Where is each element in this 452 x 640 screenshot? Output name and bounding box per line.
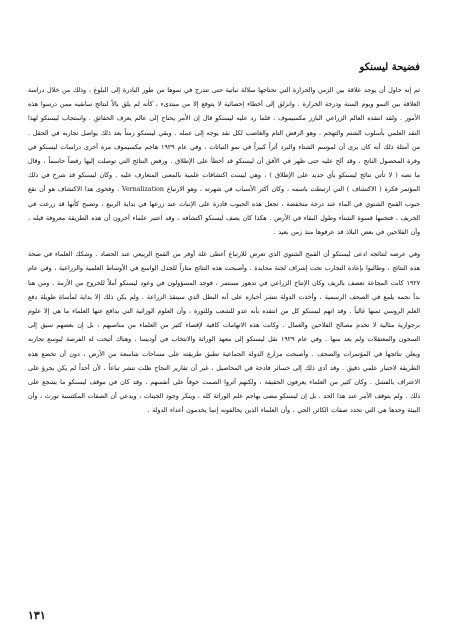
page-number: ١٣١ [28, 609, 46, 622]
page-content [28, 62, 420, 622]
paragraph: ثم إنه حاول أن يوجد علاقة بين الزمن والحرارة التي تحتاجها سلالة نباتية حتى تتدرج في نموها من طور البادرة إلى البلوغ ، وذلك من خلال دراسة العلاقة بين النمو ويوم السنة ودرجة الحرارة . وانزلق إلى أخطاء إحصائية لا يتوقع إلا من مبتدىء ، كأنه لم يلق بالاً لنتائج سابقيه ممن درسوا هذه الأمور . ولقد انتقده العالم الزراعي البارز مكسيموف ، فلما رد عليه ليسنكو قال إن الأمر يحتاج إلى عالم يعرف الحقائق . واستجاب ليسنكو لهذا النقد العلمي بأسلوب الشتم والتهجم ، وهو الرفض التام والغاضب لكل نقد يوجه إلى عمله . وبقي ليسنكو زمناً بعد ذلك يواصل تجاربه في الحقل . من أمثلة ذلك أنه كان يرى أن لموسم الشتاء والبرد أثراً كبيراً في نمو النباتات ، وفي عام ١٩٢٩ هاجم مكسيموف مرة أخرى دراسات ليسنكو في وفرة المحصول الناتج ، وقد ألح عليه حتى ظهر في الأفق أن ليسنكو قد أخطأ على الإطلاق . ورفض النتائج التي توصلت إليها رفضاً حاسماً ، وقال ما نصه ( لا تأتي نتائج ليسنكو بأي جديد على الإطلاق ) ، وهي ليست اكتشافات علمية بالمعنى المتعارف عليه . وكان ليسنكو قد شرح في ذلك المؤتمر فكرة ( الاكتشاف ) التي ارتبطت باسمه ، وكان أكثر الأسباب في شهرته ، وهو الارتباع Vernalization . وفحوى هذا الاكتشاف هو أن نقع حبوب القمح الشتوي في الماء عند درجة منخفضة ، تجعل هذه الحبوب قادرة على الإنبات عند زرعها في بداية الربيع ، وتصبح كأنها قد زرعت في الخريف ، فتجنبها قسوة الشتاء وطول البقاء في الأرض . هكذا كان يصف ليسنكو اكتشافه ، وقد اعتبر علماء آخرون أن هذه الطريقة معروفة قبله ، وأن الفلاحين في بعض البلاد قد عرفوها منذ زمن بعيد . [28, 87, 420, 237]
page-heading: فضيحة ليسنكو [359, 62, 420, 73]
paragraph: وفي عرضه لنتائجه ادعى ليسنكو أن القمح الشتوي الذي تعرض للارتباع أعطى غلة أوفر من القمح الربيعي عند الحصاد . وشكك العلماء في صحة هذه النتائج ، وطالبوا بإعادة التجارب تحت إشراف لجنة محايدة . وأصبحت هذه النتائج مثاراً للجدل الواسع في الأوساط العلمية والزراعية ، وفي عام ١٩٢٧ كانت المجاعة تعصف بالريف وكان الإنتاج الزراعي في تدهور مستمر ، فوجد المسؤولون في وعود ليسنكو أملاً للخروج من الأزمة . ومن هنا بدأ نجمه يلمع في الصحف الرسمية ، وأخذت الدولة تنشر أخباره على أنه البطل الذي سينقذ الزراعة . ولم يكن ذلك إلا بداية لمأساة طويلة دفع العلم الروسي ثمنها غالياً . وقد اتهم ليسنكو كل من انتقده بأنه عدو للشعب وللثورة ، وأن العلوم الوراثية التي يدافع عنها العلماء ما هي إلا علوم برجوازية مثالية لا تخدم مصالح الفلاحين والعمال . وكانت هذه الاتهامات كافية لإقصاء كثير من العلماء من مناصبهم ، بل إن بعضهم سيق إلى السجون والمعتقلات ولم يعد منها . وفي عام ١٩٢٩ نقل ليسنكو إلى معهد الوراثة والانتخاب في أوديسا ، وهناك أتيحت له الفرصة ليوسع تجاربه ويعلن نتائجها في المؤتمرات والصحف . وأصبحت مزارع الدولة الجماعية تطبق طريقته على مساحات شاسعة من الأرض ، دون أن تخضع هذه الطريقة لاختبار علمي دقيق . وقد أدى ذلك إلى خسائر فادحة في المحاصيل ، غير أن تقارير النجاح ظلت تنشر تباعاً ، لأن أحداً لم يكن يجرؤ على الاعتراف بالفشل . وكان كثير من العلماء يعرفون الحقيقة ، ولكنهم آثروا الصمت خوفاً على أنفسهم ، وقد كان في موقف ليسنكو ما يشجع على ذلك . ولم يتوقف الأمر عند هذا الحد ، بل إن ليسنكو مضى يهاجم علم الوراثة كله ، وينكر وجود الجينات ، ويدعي أن الصفات المكتسبة تورث ، وأن البيئة وحدها هي التي تحدد صفات الكائن الحي ، وأن العلماء الذين يخالفونه إنما يخدمون أعداء الدولة . [28, 251, 420, 415]
body-text [28, 84, 420, 419]
